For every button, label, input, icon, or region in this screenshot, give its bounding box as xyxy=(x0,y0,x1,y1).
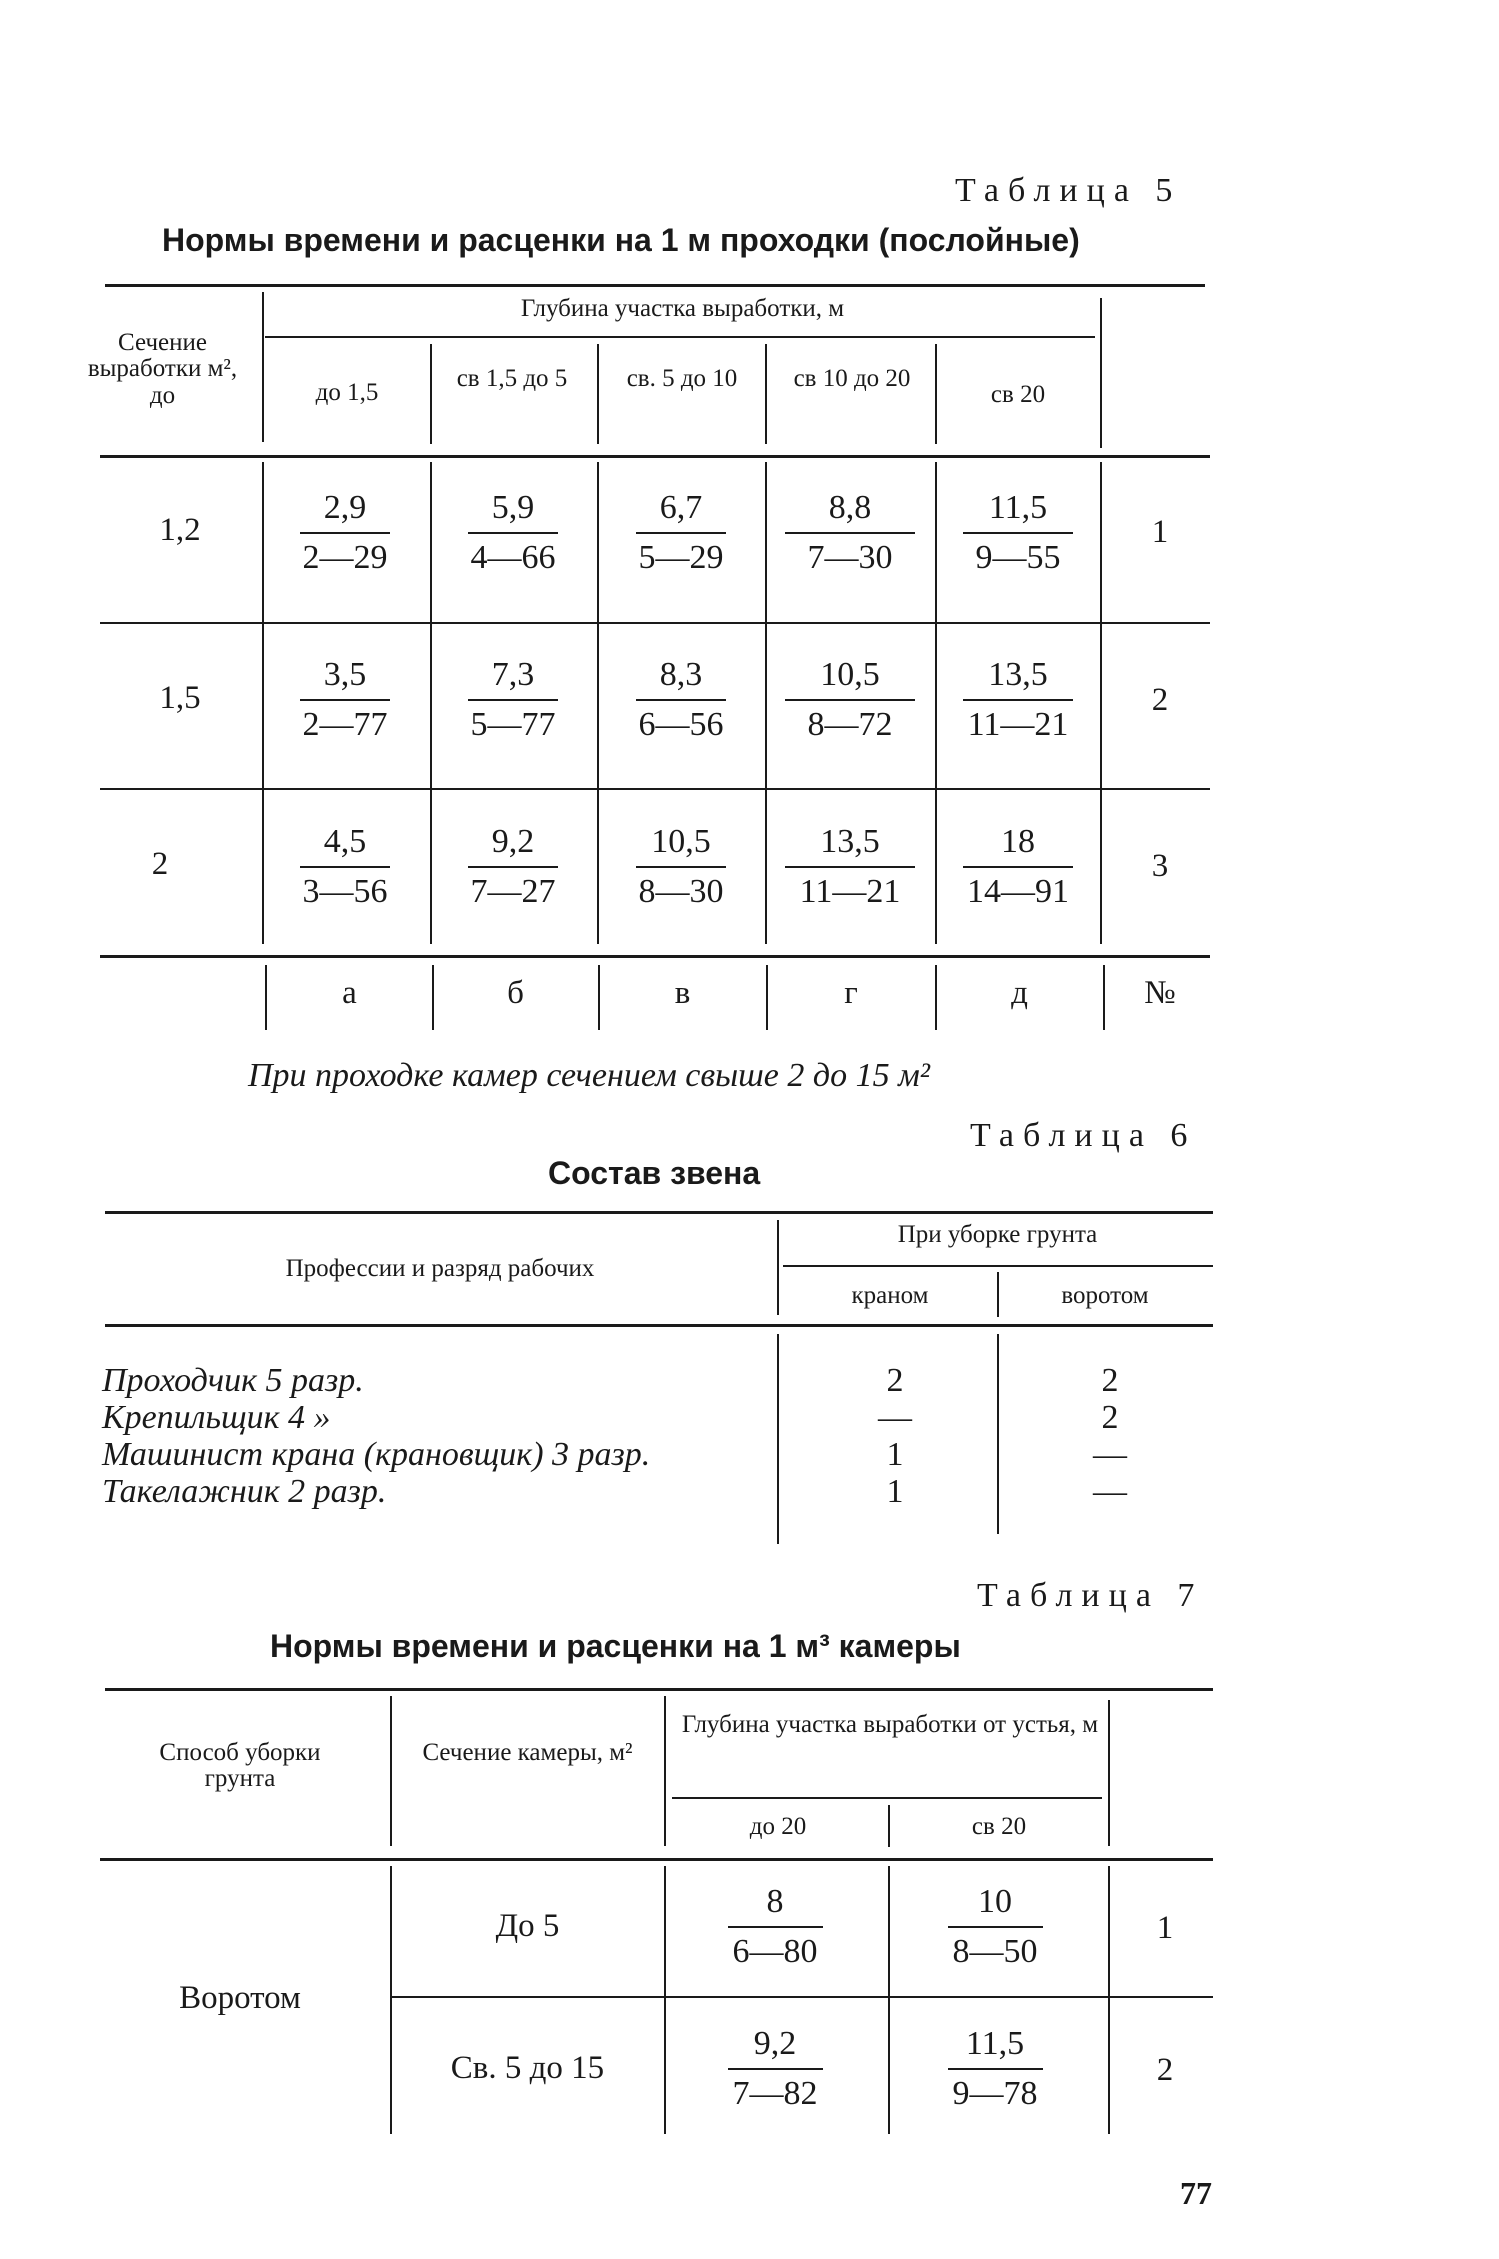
winch-value-3: — xyxy=(1093,1436,1127,1473)
table7-method-header: Способ уборки грунта xyxy=(159,1739,321,1793)
winch-value-1: 2 xyxy=(1101,1362,1119,1399)
table5-r2-c3: 8,3 6—56 xyxy=(626,653,736,747)
table5-r2-c4: 10,5 8—72 xyxy=(780,653,920,747)
winch-value-2: 2 xyxy=(1101,1399,1119,1436)
winch-value-4: — xyxy=(1093,1473,1127,1510)
profession-4: Такелажник 2 разр. xyxy=(102,1473,387,1510)
table5-row-1-num: 1 xyxy=(1151,514,1169,550)
table5-r1-c4: 8,8 7—30 xyxy=(780,486,920,580)
table5-r1-c3: 6,7 5—29 xyxy=(626,486,736,580)
page-number: 77 xyxy=(1180,2175,1212,2211)
table5-footer-num: № xyxy=(1144,975,1176,1011)
table5-r3-c3: 10,5 8—30 xyxy=(626,820,736,914)
table7-title: Нормы времени и расценки на 1 м³ камеры xyxy=(270,1628,961,1664)
crane-value-1: 2 xyxy=(886,1362,904,1399)
table5-r2-c2: 7,3 5—77 xyxy=(458,653,568,747)
table5-section-header: Сечение выработки м², до xyxy=(87,329,238,409)
table5-row-2-section: 1,5 xyxy=(159,680,201,716)
table5-depth-col-3: св. 5 до 10 xyxy=(626,365,738,392)
profession-3: Машинист крана (крановщик) 3 разр. xyxy=(102,1436,651,1473)
table5-depth-col-4: св 10 до 20 xyxy=(793,365,911,392)
table6-label: Таблица 6 xyxy=(970,1117,1197,1154)
table6-removal-header: При уборке грунта xyxy=(897,1221,1098,1248)
table5-label: Таблица 5 xyxy=(955,172,1182,209)
table5-row-1-section: 1,2 xyxy=(159,512,201,548)
table7-r1-c1: 8 6—80 xyxy=(715,1880,835,1974)
table5-depth-col-1: до 1,5 xyxy=(315,379,379,406)
table6-prof-header: Профессии и разряд рабочих xyxy=(285,1255,595,1282)
table5-r2-c1: 3,5 2—77 xyxy=(290,653,400,747)
table7-row-2-num: 2 xyxy=(1156,2052,1174,2088)
chamber-note: При проходке камер сечением свыше 2 до 15 м² xyxy=(248,1057,930,1094)
crane-value-2: — xyxy=(878,1399,912,1436)
table5-r1-c5: 11,5 9—55 xyxy=(958,486,1078,580)
table7-col-b: св 20 xyxy=(971,1813,1027,1840)
table5-depth-col-5: св 20 xyxy=(990,381,1046,408)
table5-footer-g: г xyxy=(844,975,858,1011)
table6-crane-values xyxy=(840,1362,950,1510)
table7-label: Таблица 7 xyxy=(977,1577,1204,1614)
table7-r2-c1: 9,2 7—82 xyxy=(715,2022,835,2116)
table7-row-1-section: До 5 xyxy=(495,1908,560,1944)
table5-row-2-num: 2 xyxy=(1151,682,1169,718)
table7-row-2-section: Св. 5 до 15 xyxy=(450,2050,605,2086)
table5-row-3-num: 3 xyxy=(1151,848,1169,884)
table6-professions xyxy=(102,1362,650,1510)
table5-title: Нормы времени и расценки на 1 м проходки (послойные) xyxy=(162,222,1080,258)
profession-1: Проходчик 5 разр. xyxy=(102,1362,364,1399)
table5-row-3-section: 2 xyxy=(151,846,169,882)
table5-footer-d: д xyxy=(1011,975,1028,1011)
table5-r2-c5: 13,5 11—21 xyxy=(958,653,1078,747)
table5-r3-c4: 13,5 11—21 xyxy=(780,820,920,914)
table7-depth-header: Глубина участка выработки от устья, м xyxy=(681,1711,1099,1738)
table7-method: Воротом xyxy=(179,1980,301,2016)
profession-2: Крепильщик 4 » xyxy=(102,1399,331,1436)
table7-r1-c2: 10 8—50 xyxy=(935,1880,1055,1974)
table7-col-a: до 20 xyxy=(749,1813,807,1840)
crane-value-4: 1 xyxy=(886,1473,904,1510)
table7-section-header: Сечение камеры, м² xyxy=(422,1739,633,1766)
table7-r2-c2: 11,5 9—78 xyxy=(935,2022,1055,2116)
table5-depth-header: Глубина участка выработки, м xyxy=(520,295,845,322)
table5-depth-col-2: св 1,5 до 5 xyxy=(456,365,568,392)
table5-footer-b: б xyxy=(507,975,524,1011)
table5-r3-c2: 9,2 7—27 xyxy=(458,820,568,914)
table5-r1-c2: 5,9 4—66 xyxy=(458,486,568,580)
table6-title: Состав звена xyxy=(548,1155,761,1191)
table6-col-crane: краном xyxy=(851,1282,929,1309)
table5-r3-c1: 4,5 3—56 xyxy=(290,820,400,914)
table5-footer-a: а xyxy=(342,975,357,1011)
table6-col-winch: воротом xyxy=(1061,1282,1149,1309)
table6-winch-values xyxy=(1055,1362,1165,1510)
table5-r3-c5: 18 14—91 xyxy=(958,820,1078,914)
table5-r1-c1: 2,9 2—29 xyxy=(290,486,400,580)
table7-row-1-num: 1 xyxy=(1156,1910,1174,1946)
table5-footer-v: в xyxy=(674,975,691,1011)
crane-value-3: 1 xyxy=(886,1436,904,1473)
